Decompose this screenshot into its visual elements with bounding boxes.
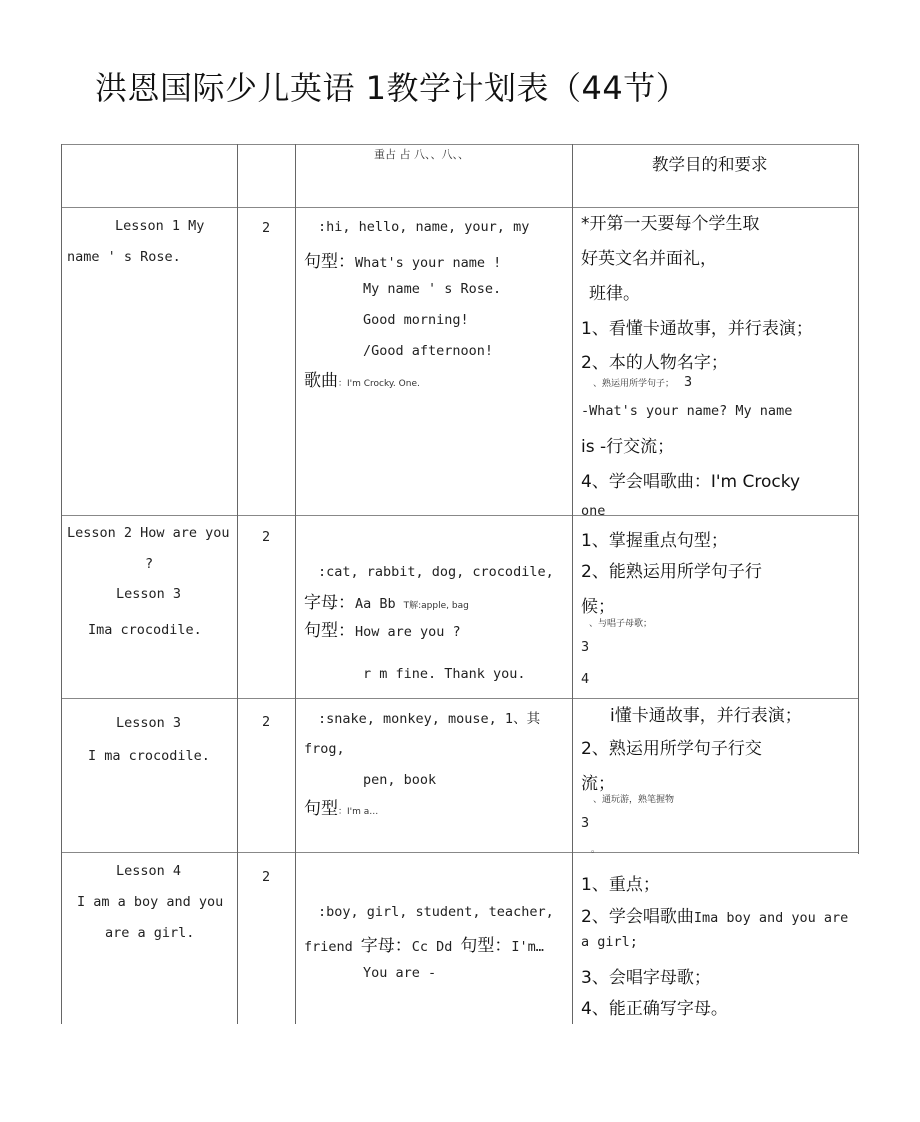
lesson-title: Lesson 1 My [115,218,205,234]
label: 字母： [360,936,412,956]
goal-line: *开第一天要每个学生取 [581,214,760,234]
label: 句型： [304,252,355,272]
lesson-title: Lesson 3 [116,715,182,731]
goal-line: i懂卡通故事，并行表演； [610,706,802,726]
label: 句型： [460,936,512,956]
text: 2、学会唱歌曲 [581,907,694,927]
pattern-line: You are - [363,965,437,981]
table-rule [61,144,859,145]
lesson-title: I am a boy and you [77,894,224,910]
lesson-plan-table [61,144,859,1024]
goal-line: 1、掌握重点句型； [581,531,728,551]
goal-line [593,373,692,391]
text: ：I'm a… [338,807,379,817]
lesson-title: Lesson 2 How are you [67,525,230,541]
text: I'm… [511,939,544,955]
goal-line: 2、能熟运用所学句子行 [581,562,762,582]
pattern-line: r m fine. Thank you. [363,666,526,682]
goal-line: 1、重点； [581,875,660,895]
text: 、熟运用所学句子； [593,379,675,389]
lesson-hours: 2 [262,220,271,236]
num: 3 [684,374,693,390]
vocab-line [318,707,540,728]
mixed-line [304,931,544,956]
goal-line-clipped [581,500,641,515]
goal-line: 流； [581,774,615,794]
goal-line: 。 [591,845,601,855]
goal-line: a girl; [581,934,638,950]
vocab-line: :hi, hello, name, your, my [318,219,530,235]
table-rule [572,144,573,1024]
goal-line: 4、能正确写字母。 [581,999,728,1019]
goal-line: 、与唱子母歌； [589,619,653,629]
text: :snake, monkey, mouse, 1、其 [318,711,541,727]
table-rule [295,144,296,1024]
goal-line: 、通玩游，熟笔握物 [593,795,675,805]
text: T解:apple, bag [403,601,469,611]
text: Ima boy and you are [693,910,849,926]
vocab-line: frog, [304,741,345,757]
goal-line [581,432,674,457]
goal-line: 好英文名并面礼， [581,249,717,269]
table-rule [61,698,859,699]
goal-line [581,467,800,492]
lesson-hours: 2 [262,714,271,730]
goal-line: 2、本的人物名字； [581,353,728,373]
text: is -行交流； [581,437,675,457]
goal-line: -What's your name? My name [581,403,793,419]
lesson-title: Lesson 3 [116,586,182,602]
lesson-hours: 2 [262,869,271,885]
vocab-line: :cat, rabbit, dog, crocodile, [318,564,554,580]
goal-line: 1、看懂卡通故事，并行表演； [581,319,813,339]
lesson-title: Lesson 4 [116,863,182,879]
table-rule [237,144,238,1024]
text: How are you ? [355,624,461,640]
sentence-pattern-line [304,794,378,819]
goal-line: 3、会唱字母歌； [581,968,711,988]
goal-line [581,902,848,927]
goal-line: 2、熟运用所学句子行交 [581,739,762,759]
goal-line: 3 [581,815,590,831]
text: What's your name ! [355,255,502,271]
label: 句型： [304,621,355,641]
goal-line: 候； [581,597,615,617]
text: Cc Dd [411,939,453,955]
header-key-points: 重占 占 八、、八、、 [374,148,469,161]
lesson-title: I ma crocodile. [88,748,210,764]
lesson-title: ? [145,556,154,572]
goal-line: 班律。 [589,284,640,304]
letters-line [304,588,469,613]
vocab-line: :boy, girl, student, teacher, [318,904,554,920]
table-rule [61,144,62,1024]
document-title: 洪恩国际少儿英语 1教学计划表（44节） [95,69,689,107]
goal-line: 3 [581,639,590,655]
lesson-hours: 2 [262,529,271,545]
lesson-title: name ' s Rose. [67,249,181,265]
header-goals: 教学目的和要求 [652,155,768,174]
text: Aa Bb [355,596,396,612]
lesson-title: are a girl. [105,925,195,941]
sentence-pattern-line [304,616,461,641]
label: 句型 [304,799,338,819]
vocab-line: pen, book [363,772,437,788]
text: ：I'm Crocky. One. [338,379,420,389]
lesson-title: Ima crocodile. [88,622,202,638]
pattern-line: Good morning! [363,312,469,328]
text: 4、学会唱歌曲：I'm Crocky [581,472,800,492]
sentence-pattern-line [304,247,501,272]
text: one [581,503,606,515]
table-rule [858,144,859,854]
label: 字母： [304,593,355,613]
label: 歌曲 [304,371,338,391]
pattern-line: My name ' s Rose. [363,281,502,297]
table-rule [61,207,859,208]
goal-line: 4 [581,671,590,687]
text: friend [304,939,353,955]
song-line [304,366,420,391]
table-rule [61,515,859,516]
pattern-line: /Good afternoon! [363,343,494,359]
table-rule [61,852,859,853]
